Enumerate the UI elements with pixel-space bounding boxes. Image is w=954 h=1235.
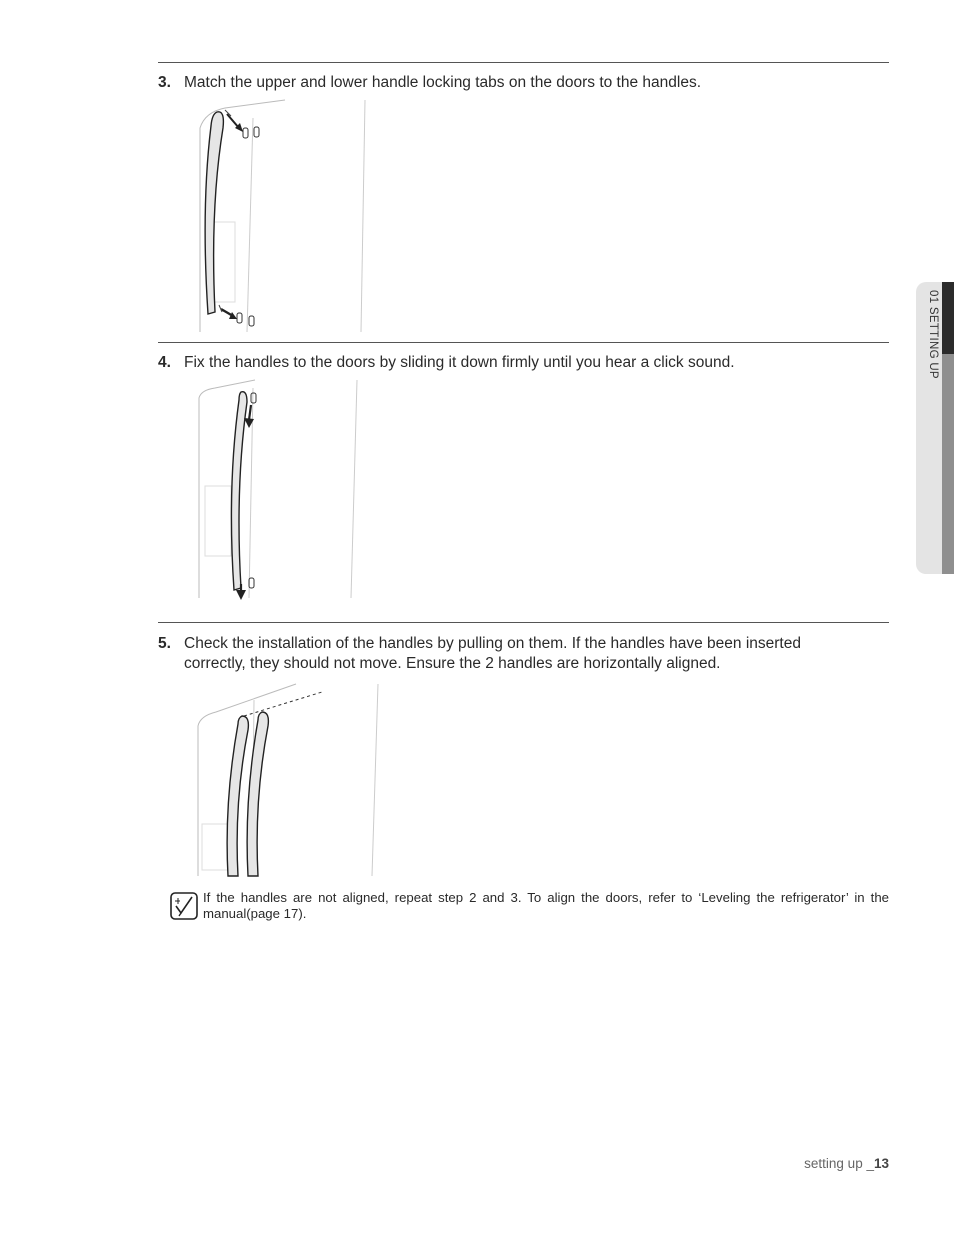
page-footer [804, 1156, 889, 1171]
side-tab-marker [942, 282, 954, 354]
step-5 [158, 634, 858, 674]
step-3-illustration [195, 98, 375, 334]
divider-step4 [158, 342, 889, 343]
divider-step5 [158, 622, 889, 623]
step-3 [158, 73, 858, 93]
step-number: 5. [158, 635, 171, 652]
step-4-illustration [195, 378, 365, 600]
step-4 [158, 353, 858, 373]
step-5-illustration [192, 682, 382, 878]
footer-section: setting up _ [804, 1156, 874, 1171]
divider-top [158, 62, 889, 63]
side-tab-bar [942, 354, 954, 574]
chapter-label: 01 SETTING UP [927, 290, 939, 379]
step-text: Match the upper and lower handle locking tabs on the doors to the handles. [184, 74, 702, 91]
step-text-line-1: Check the installation of the handles by pulling on them. If the handles have been inserted [184, 635, 801, 652]
step-number: 3. [158, 74, 171, 91]
note-pencil-icon [170, 892, 198, 920]
note-text: If the handles are not aligned, repeat step 2 and 3. To align the doors, refer to ‘Leveling the refrigerator’ in the manual(page 17). [203, 890, 889, 921]
page-number: 13 [873, 1156, 889, 1171]
step-text-line-2: correctly, they should not move. Ensure the 2 handles are horizontally aligned. [184, 655, 721, 672]
step-text: Fix the handles to the doors by sliding it down firmly until you hear a click sound. [184, 354, 735, 371]
step-number: 4. [158, 354, 171, 371]
